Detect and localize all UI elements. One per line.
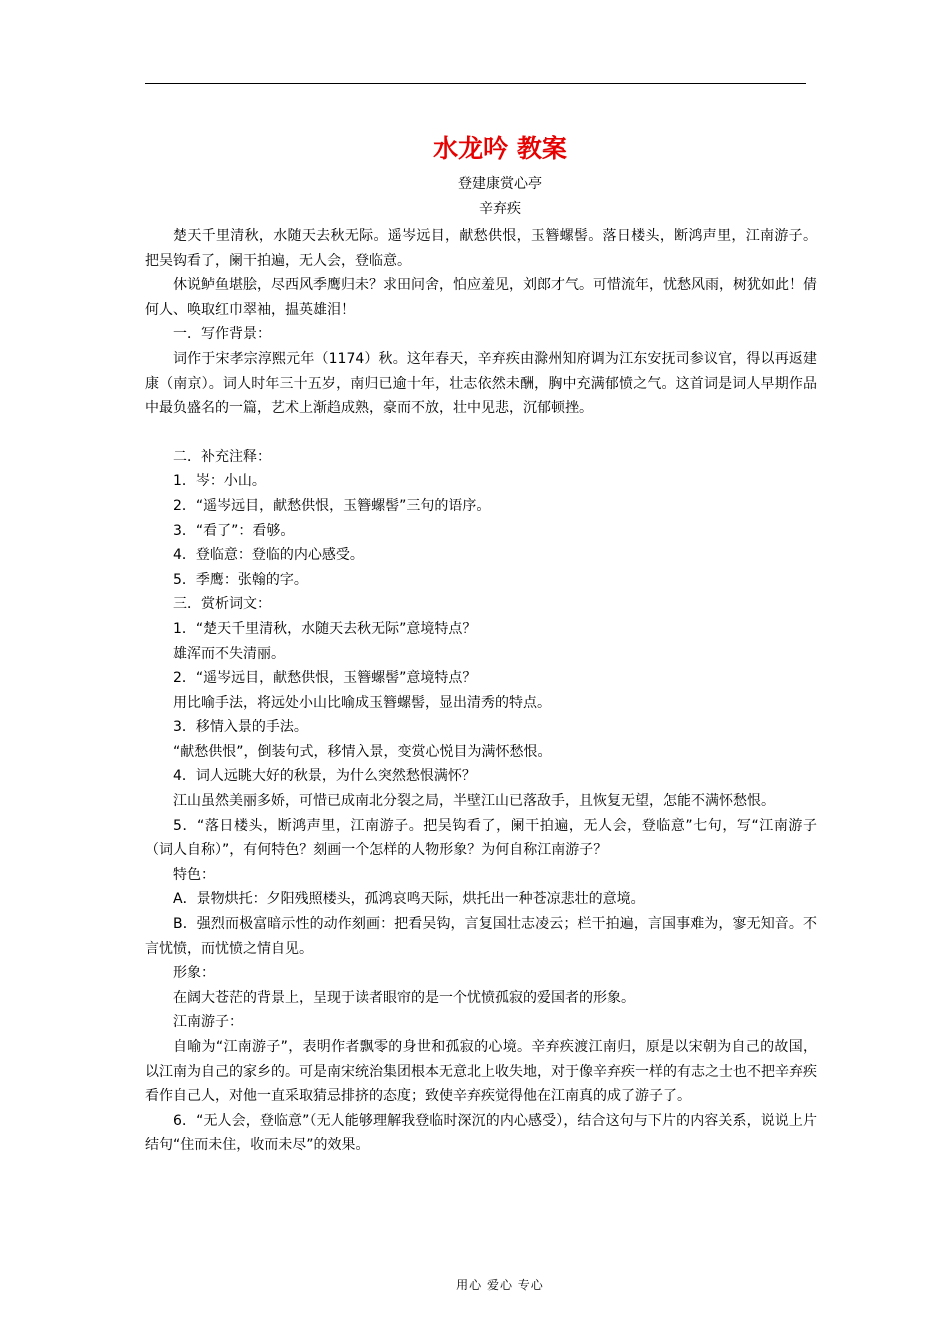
- analysis-answer: 雄浑而不失清丽。: [173, 645, 285, 662]
- note-item: 2．“遥岑远目，献愁供恨，玉簪螺髻”三句的语序。: [173, 497, 491, 514]
- analysis-answer: 自喻为“江南游子”，表明作者飘零的身世和孤寂的心境。辛弃疾渡江南归，原是以宋朝为自己的故国，以江南为自己的家乡的。可是南宋统治集团根本无意北上收失地，对于像辛弃疾一样的有志之士也不把辛弃疾看作自己人，对他一直采取猜忌排挤的态度；致使辛弃疾觉得他在江南真的成了游子了。: [145, 1039, 817, 1105]
- analysis-subheading: 形象：: [173, 965, 215, 982]
- page-footer: 用心 爱心 专心: [456, 1278, 544, 1292]
- note-item: 3．“看了”：看够。: [173, 522, 295, 539]
- analysis-answer: 江山虽然美丽多娇，可惜已成南北分裂之局，半壁江山已落敌手，且恢复无望，怎能不满怀愁恨。: [173, 793, 775, 810]
- analysis-question: 6．“无人会，登临意”（无人能够理解我登临时深沉的内心感受），结合这句与下片的内容关系，说说上片结句“住而未住，收而未尽”的效果。: [145, 1112, 817, 1154]
- document-title: 水龙吟 教案: [433, 134, 567, 163]
- analysis-answer: “献愁供恨”，倒装句式，移情入景，变赏心悦目为满怀愁恨。: [173, 743, 552, 760]
- analysis-subheading: 江南游子：: [173, 1014, 243, 1031]
- header-rule: [145, 83, 806, 84]
- note-item: 1．岑：小山。: [173, 473, 266, 490]
- document-body: [145, 224, 817, 1158]
- analysis-answer: B．强烈而极富暗示性的动作刻画：把看吴钩，言复国壮志凌云；栏干拍遍，言国事难为，寥无知音。不言忧愤，而忧愤之情自见。: [145, 916, 817, 957]
- analysis-question: 1．“楚天千里清秋，水随天去秋无际”意境特点？: [173, 620, 477, 637]
- analysis-question: 4．词人远眺大好的秋景，为什么突然愁恨满怀？: [173, 768, 476, 785]
- background-paragraph: 词作于宋孝宗淳熙元年（1174）秋。这年春天，辛弃疾由滁州知府调为江东安抚司参议官，得以再返建康（南京）。词人时年三十五岁，南归已逾十年，壮志依然未酬，胸中充满郁愤之气。这首词是词人早期作品中最负盛名的一篇，艺术上渐趋成熟，豪而不放，壮中见悲，沉郁顿挫。: [145, 350, 817, 417]
- section-heading-notes: 二．补充注释：: [173, 448, 271, 465]
- paragraph-gap: [145, 421, 817, 445]
- analysis-question: 5．“落日楼头，断鸿声里，江南游子。把吴钩看了，阑干拍遍，无人会，登临意”七句，写“江南游子（词人自称）”，有何特色？刻画一个怎样的人物形象？为何自称江南游子？: [145, 817, 817, 859]
- note-item: 5．季鹰：张翰的字。: [173, 571, 308, 588]
- analysis-answer: A．景物烘托：夕阳残照楼头，孤鸿哀鸣天际，烘托出一种苍凉悲壮的意境。: [173, 891, 645, 908]
- section-heading-analysis: 三．赏析词文：: [173, 596, 271, 613]
- poem-stanza-2: 休说鲈鱼堪脍，尽西风季鹰归未？求田问舍，怕应羞见，刘郎才气。可惜流年，忧愁风雨，树犹如此！倩何人、唤取红巾翠袖，揾英雄泪！: [145, 277, 817, 318]
- poem-author: 辛弃疾: [479, 201, 521, 217]
- analysis-question: 2．“遥岑远目，献愁供恨，玉簪螺髻”意境特点？: [173, 670, 477, 687]
- analysis-answer: 在阔大苍茫的背景上，呈现于读者眼帘的是一个忧愤孤寂的爱国者的形象。: [173, 989, 635, 1006]
- analysis-subheading: 特色：: [173, 866, 215, 883]
- section-heading-background: 一．写作背景：: [173, 326, 271, 343]
- poem-subtitle: 登建康赏心亭: [458, 176, 542, 192]
- analysis-answer: 用比喻手法，将远处小山比喻成玉簪螺髻，显出清秀的特点。: [173, 694, 551, 711]
- analysis-question: 3．移情入景的手法。: [173, 719, 308, 736]
- note-item: 4．登临意：登临的内心感受。: [173, 547, 364, 564]
- poem-stanza-1: 楚天千里清秋，水随天去秋无际。遥岑远目，献愁供恨，玉簪螺髻。落日楼头，断鸿声里，江南游子。 把吴钩看了，阑干拍遍，无人会，登临意。: [145, 228, 817, 269]
